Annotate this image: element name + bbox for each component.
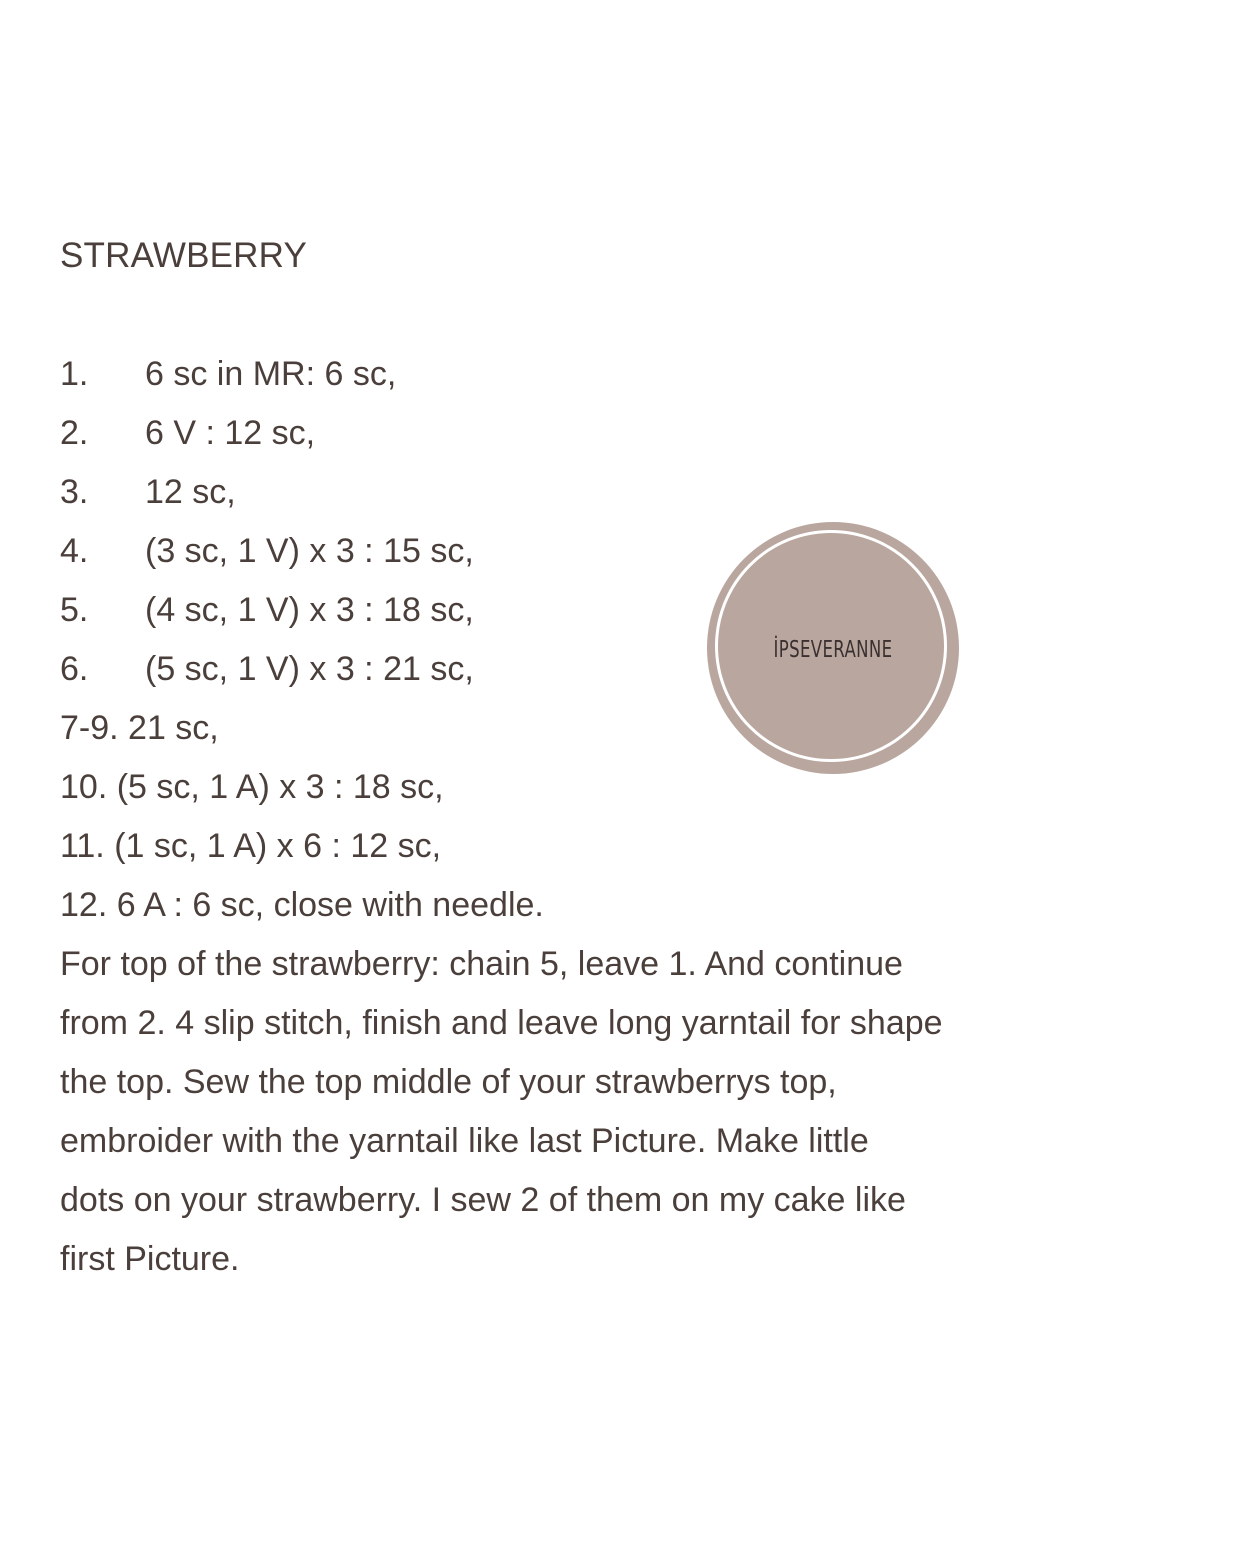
round-line	[60, 404, 1070, 463]
notes-line: first Picture.	[60, 1240, 240, 1278]
round-number: 1.	[60, 355, 89, 393]
round-instruction: (4 sc, 1 V) x 3 : 18 sc,	[145, 591, 474, 629]
round-number: 4.	[60, 532, 89, 570]
round-line: 7-9. 21 sc,	[60, 709, 219, 747]
round-instruction: (3 sc, 1 V) x 3 : 15 sc,	[145, 532, 474, 570]
round-line	[60, 463, 1070, 522]
round-line	[60, 345, 1070, 404]
round-line: 11. (1 sc, 1 A) x 6 : 12 sc,	[60, 827, 442, 865]
pattern-title: STRAWBERRY	[60, 236, 308, 275]
finishing-notes	[60, 935, 1070, 1289]
round-instruction: (5 sc, 1 V) x 3 : 21 sc,	[145, 650, 474, 688]
round-number: 5.	[60, 591, 89, 629]
round-instruction: 6 V : 12 sc,	[145, 414, 316, 452]
round-line: 10. (5 sc, 1 A) x 3 : 18 sc,	[60, 768, 444, 806]
round-number: 3.	[60, 473, 89, 511]
notes-line: dots on your strawberry. I sew 2 of them on my cake like	[60, 1181, 906, 1219]
notes-line: from 2. 4 slip stitch, finish and leave long yarntail for shape	[60, 1004, 943, 1042]
round-line: 12. 6 A : 6 sc, close with needle.	[60, 886, 544, 924]
watermark-stamp	[707, 522, 959, 774]
notes-line: embroider with the yarntail like last Picture. Make little	[60, 1122, 869, 1160]
round-number: 2.	[60, 414, 89, 452]
watermark-text: İPSEVERANNE	[773, 637, 893, 663]
round-instruction: 12 sc,	[145, 473, 236, 511]
notes-line: the top. Sew the top middle of your strawberrys top,	[60, 1063, 837, 1101]
round-number: 6.	[60, 650, 89, 688]
notes-line: For top of the strawberry: chain 5, leave 1. And continue	[60, 945, 903, 983]
round-instruction: 6 sc in MR: 6 sc,	[145, 355, 397, 393]
